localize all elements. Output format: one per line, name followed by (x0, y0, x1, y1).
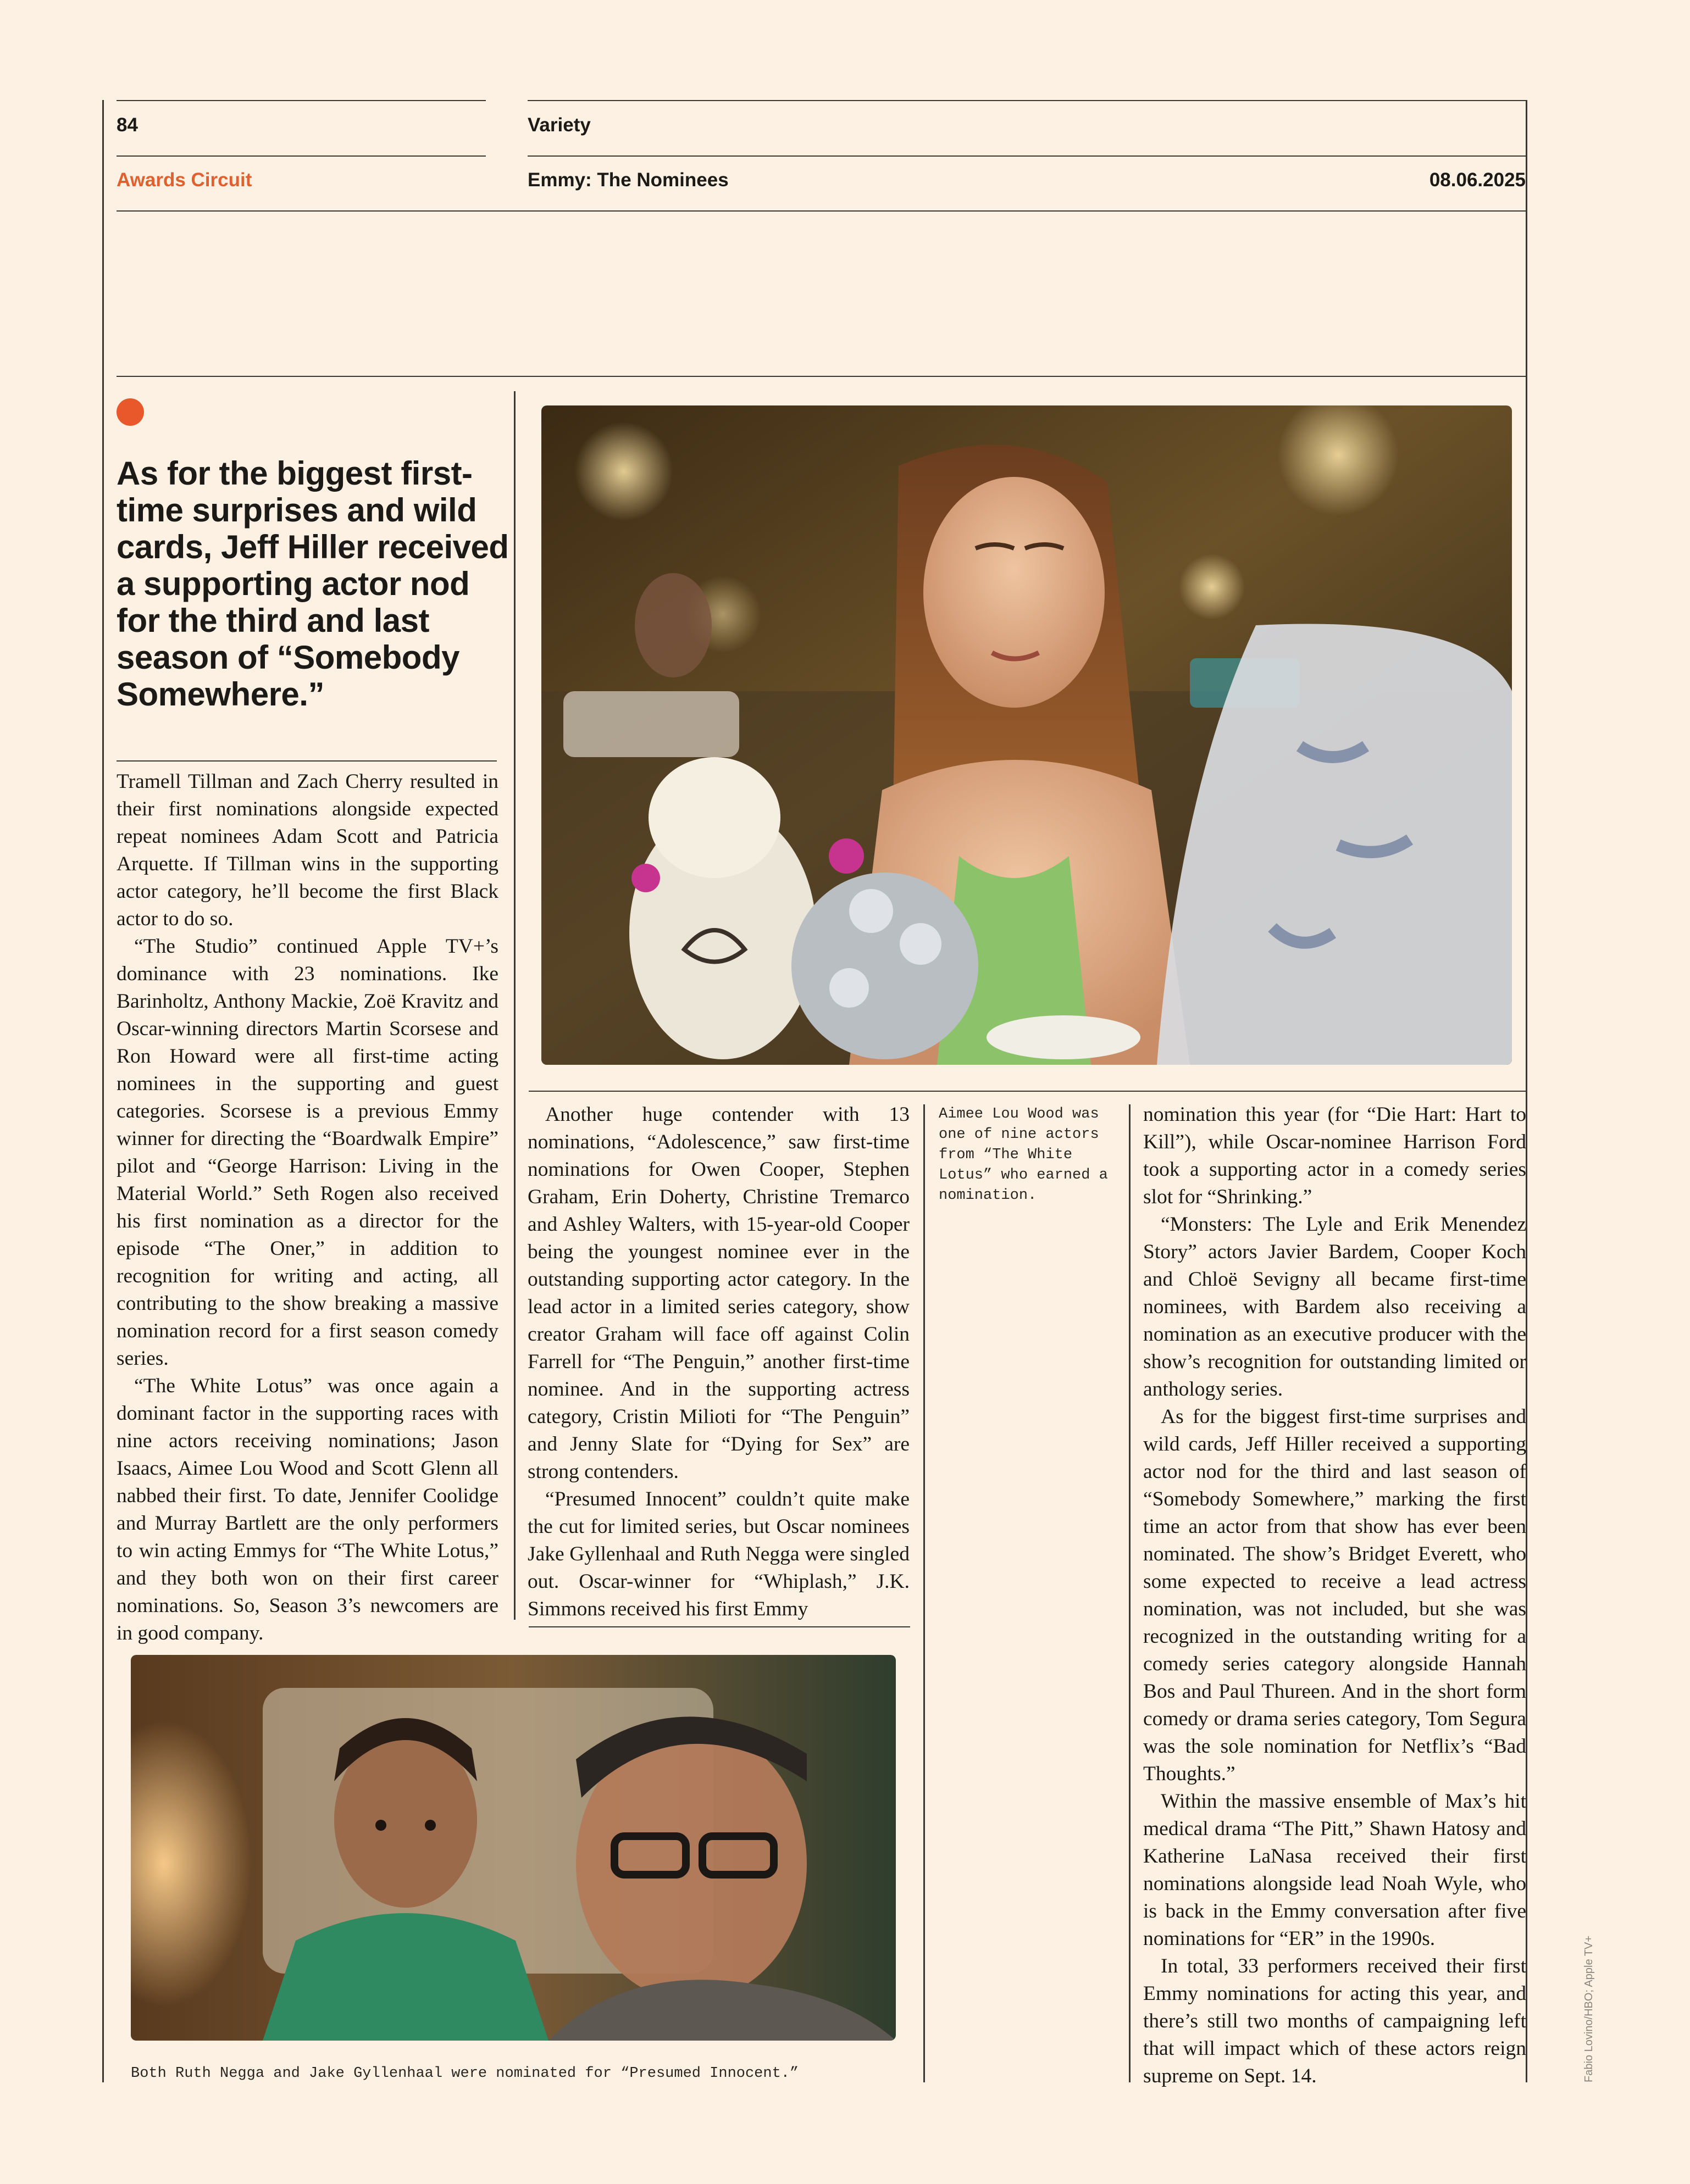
paragraph: Tramell Tillman and Zach Cherry resulted in their first nominations alongside expected repeat nominees Adam Scott and Patricia Arquette. If Tillman wins in the supporting actor category, he’ll become the first Black actor to do so. (117, 770, 498, 930)
paragraph: Another huge contender with 13 nominations, “Adolescence,” saw first-time nominations for Owen Cooper, Stephen Graham, Erin Doherty, Christine Tremarco and Ashley Walters, with 15-year-old Cooper being the youngest nominee ever in the outstanding supporting actor category. In the lead actor in a limited series category, show creator Graham will face off against Colin Farrell for “The Penguin,” another first-time nominee. And in the supporting actress category, Cristin Milioti for “The Penguin” and Jenny Slate for “Dying for Sex” are strong contenders. (528, 1103, 910, 1483)
photo-caption-top: Aimee Lou Wood was one of nine actors from “The White Lotus” who earned a nomination. (939, 1106, 1108, 1204)
paragraph: “The Studio” continued Apple TV+’s dominance with 23 nominations. Ike Barinholtz, Anthony Mackie, Zoë Kravitz and Oscar-winning directors Martin Scorsese and Ron Howard were all first-time acting nominees in the supporting and guest categories. Scorsese is a previous Emmy winner for directing the “Boardwalk Empire” pilot and “George Harrison: Living in the Material World.” Seth Rogen also received his first nomination as a director for the episode “The Oner,” in addition to recognition for writing and acting, all contributing to the show breaking a massive nomination record for a first season comedy series. (117, 935, 498, 1370)
column-separator-left (514, 391, 516, 1620)
paragraph: “Monsters: The Lyle and Erik Menendez Story” actors Javier Bardem, Cooper Koch and Chloë Sevigny all became first-time nominees, with Bardem also receiving a nomination as an executive producer with the show’s recognition for outstanding limited or anthology series. (1143, 1213, 1526, 1401)
photo-caption-bottom: Both Ruth Negga and Jake Gyllenhaal were nominated for “Presumed Innocent.” (131, 2065, 799, 2082)
mid-column-bottom-rule (529, 1626, 910, 1627)
feature-title: Emmy: The Nominees (528, 169, 729, 191)
header-mid-rule-left (117, 155, 486, 157)
article-column-right (1143, 1101, 1526, 2090)
header-bottom-rule (117, 210, 1526, 212)
photo-white-lotus (541, 405, 1512, 1065)
pull-quote: As for the biggest first-time surprises and wild cards, Jeff Hiller received a supporting actor nod for the third and last season of “Somebody Somewhere.” (117, 455, 509, 713)
header-top-rule-right (528, 100, 1526, 101)
page-number: 84 (117, 114, 138, 136)
section-name: Awards Circuit (117, 169, 252, 191)
left-frame-rule (102, 100, 104, 2082)
photo-presumed-innocent (131, 1655, 896, 2041)
paragraph: Within the massive ensemble of Max’s hit medical drama “The Pitt,” Shawn Hatosy and Katherine LaNasa received their first nominations alongside lead Noah Wyle, who is back in the Emmy conversation after five nominations for “ER” in the 1990s. (1143, 1790, 1526, 1950)
issue-date: 08.06.2025 (1429, 169, 1526, 191)
accent-dot (117, 398, 144, 426)
pull-quote-rule (117, 760, 497, 762)
header-top-rule-left (117, 100, 486, 101)
paragraph: “Presumed Innocent” couldn’t quite make the cut for limited series, but Oscar nominees Jake Gyllenhaal and Ruth Negga were singled out. Oscar-winner for “Whiplash,” J.K. Simmons received his first Emmy (528, 1488, 910, 1620)
publication-name: Variety (528, 114, 591, 136)
article-column-middle (528, 1101, 910, 1623)
article-column-left (117, 768, 498, 1647)
paragraph: As for the biggest first-time surprises and wild cards, Jeff Hiller received a supporting actor nod for the third and last season of “Somebody Somewhere,” marking the first time an actor from that show has ever been nominated. The show’s Bridget Everett, who some expected to receive a lead actress nomination, was not included, but she was recognized in the outstanding writing for a comedy series category alongside Hannah Bos and Paul Thureen. And in the short form comedy or drama series category, Tom Segura was the sole nomination for Netflix’s “Bad Thoughts.” (1143, 1405, 1526, 1785)
paragraph: nomination this year (for “Die Hart: Hart to Kill”), while Oscar-nominee Harrison Ford took a supporting actor in a comedy series slot for “Shrinking.” (1143, 1103, 1526, 1208)
photo-credit: Fabio Lovino/HBO; Apple TV+ (1583, 1935, 1595, 2082)
paragraph: In total, 33 performers received their first Emmy nominations for acting this year, and there’s still two months of campaigning left that will impact which of these actors reign supreme on Sept. 14. (1143, 1955, 1526, 2087)
paragraph: “The White Lotus” was once again a dominant factor in the supporting races with nine actors receiving nominations; Jason Isaacs, Aimee Lou Wood and Scott Glenn all nabbed their first. To date, Jennifer Coolidge and Murray Bartlett are the only performers to win acting Emmys for “The White Lotus,” and they both won on their first career nominations. So, Season 3’s newcomers are in good company. (117, 1375, 498, 1644)
column-separator-right (1129, 1104, 1131, 2082)
header-mid-rule-right (528, 155, 1526, 157)
content-top-rule (117, 376, 1526, 377)
mid-section-top-rule (529, 1091, 1526, 1092)
column-separator-middle (923, 1104, 925, 2082)
